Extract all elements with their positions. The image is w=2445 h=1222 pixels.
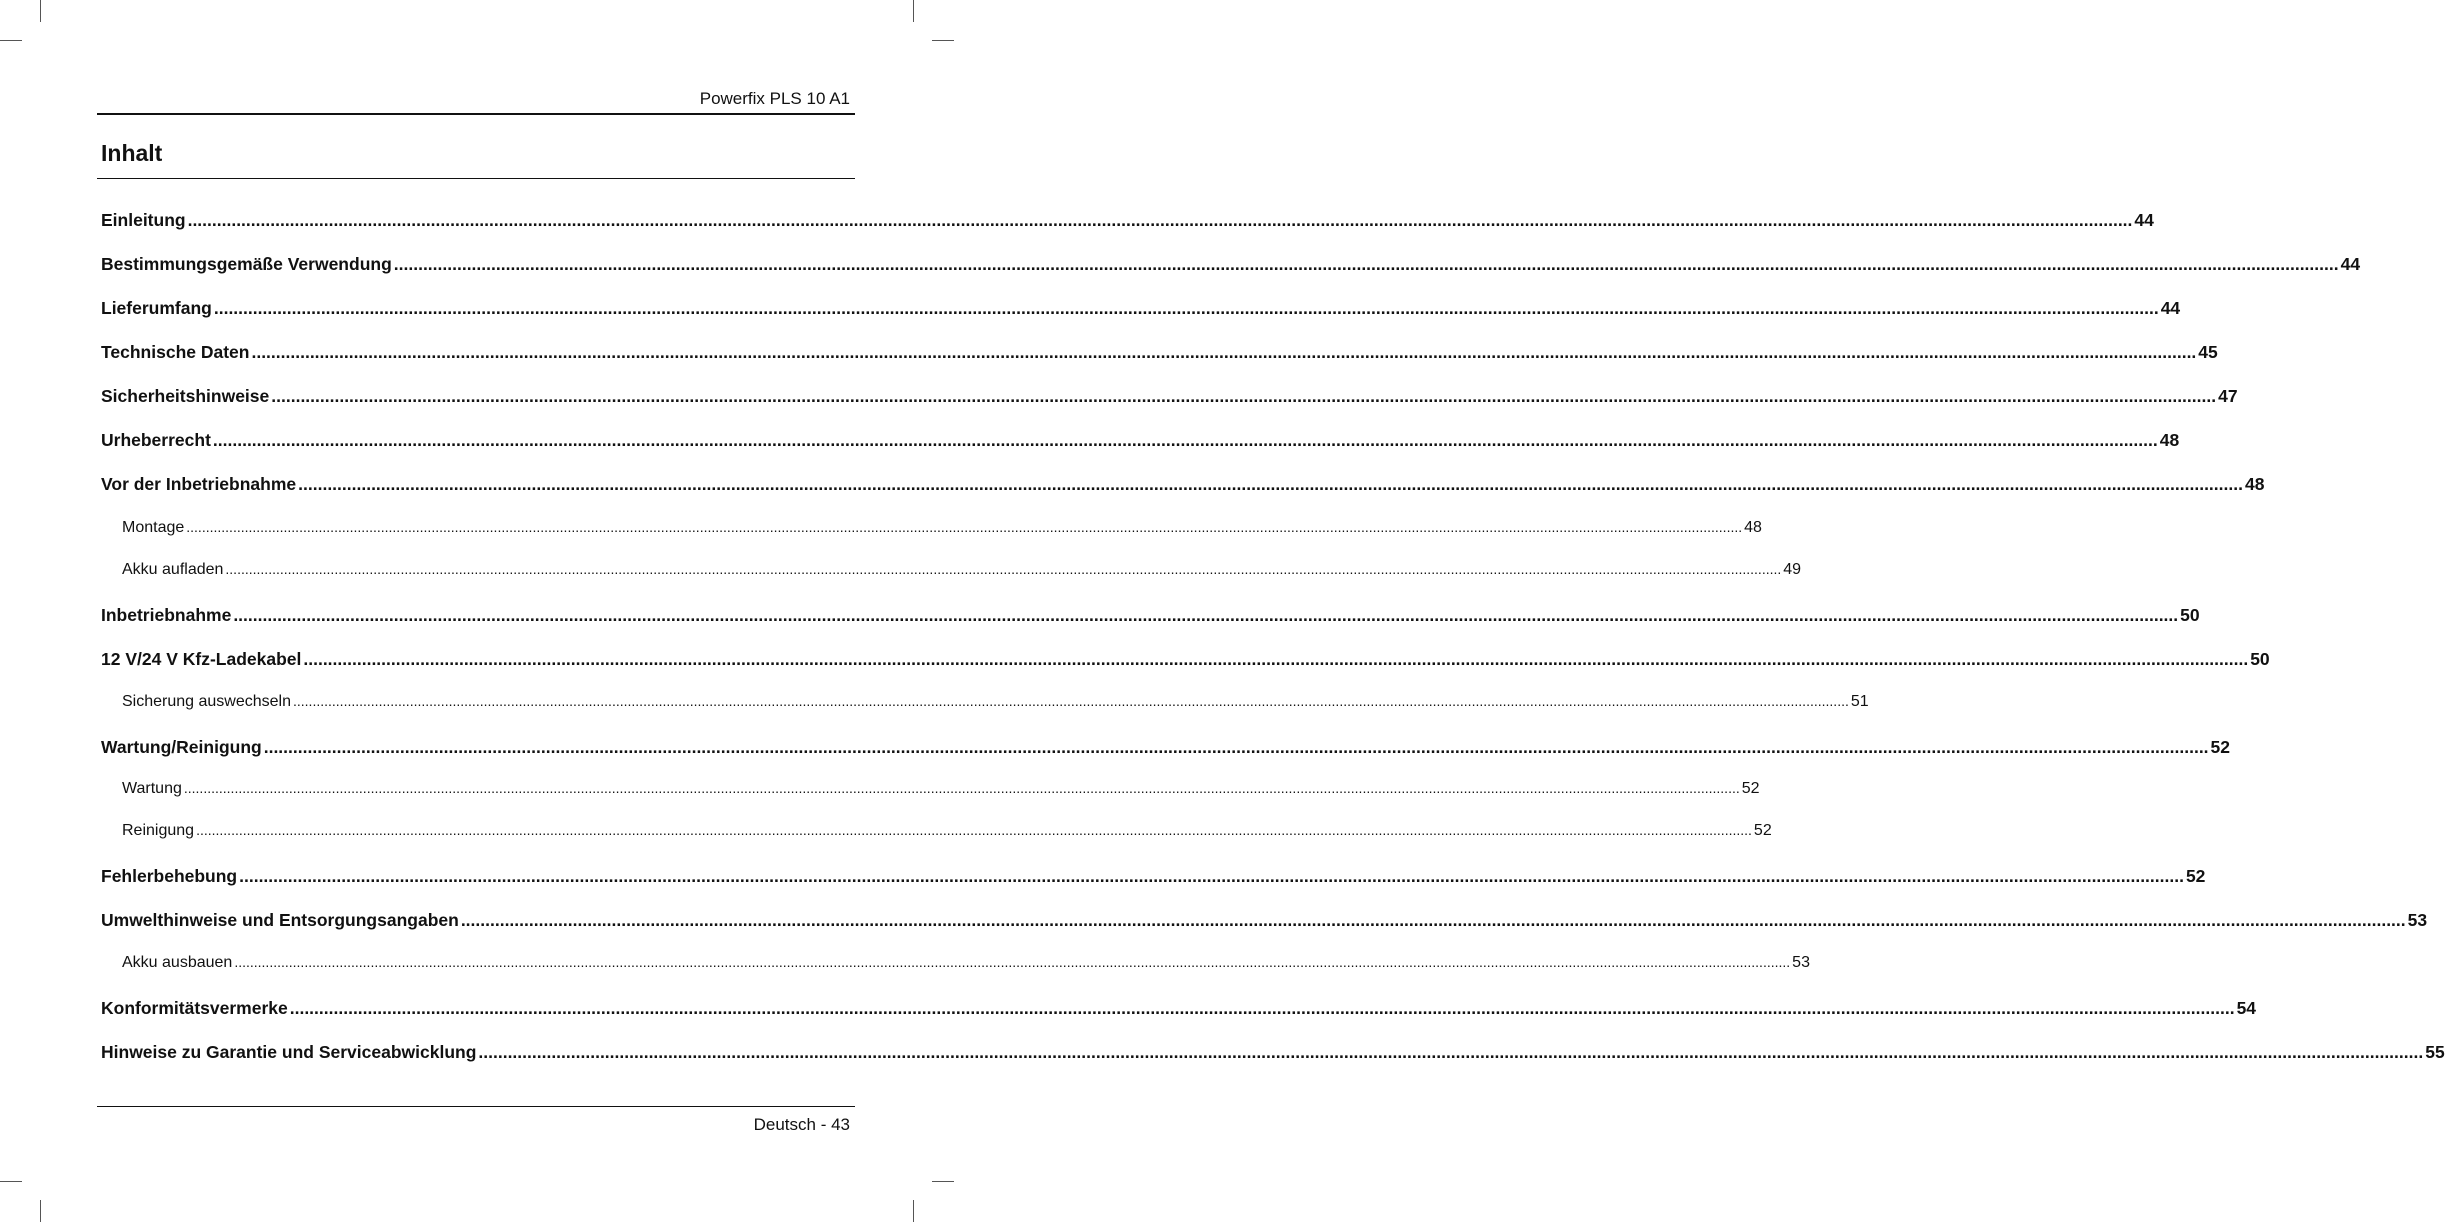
crop-mark: [913, 0, 914, 22]
toc-entry-label: Fehlerbehebung: [101, 866, 238, 886]
toc-entry-page: 48: [1744, 519, 1762, 536]
toc-entry[interactable]: [101, 430, 2180, 454]
toc-entry-label: Lieferumfang: [101, 298, 212, 318]
toc-entry-page: 53: [1792, 954, 1810, 971]
toc-entry[interactable]: [101, 605, 2200, 629]
toc-subentry[interactable]: [122, 954, 1810, 978]
crop-mark: [0, 1181, 22, 1182]
toc-dot-leader: ................................................................................................................................................................................................................................................................................................................................................................................................................: [251, 342, 2197, 362]
title-rule: [97, 178, 855, 179]
toc-entry-page: 44: [2134, 210, 2154, 230]
toc-entry-page: 48: [2244, 474, 2265, 494]
toc-entry-label: Wartung/Reinigung: [101, 737, 262, 757]
toc-entry-label: Hinweise zu Garantie und Serviceabwicklung: [101, 1042, 477, 1062]
toc-entry-page: 48: [2159, 430, 2180, 450]
toc-entry[interactable]: [101, 474, 2265, 498]
crop-mark: [40, 0, 41, 22]
toc-dot-leader: ................................................................................................................................................................................................................................................................................................................................................................................................................: [233, 605, 2179, 625]
toc-entry-page: 45: [2198, 342, 2218, 362]
toc-subentry[interactable]: [122, 822, 1772, 846]
toc-entry-label: Einleitung: [101, 210, 186, 230]
toc-entry-label: 12 V/24 V Kfz-Ladekabel: [101, 649, 302, 669]
toc-dot-leader: ................................................................................................................................................................................................................................................................................................................................................................................................................: [303, 649, 2249, 669]
toc-entry[interactable]: [101, 866, 2206, 890]
toc-entry[interactable]: [101, 386, 2238, 410]
header-product-name: Powerfix PLS 10 A1: [699, 89, 850, 108]
toc-entry-label: Akku aufladen: [122, 561, 224, 578]
crop-mark: [932, 40, 954, 41]
toc-dot-leader: ................................................................................................................................................................................................................................................................................................................................................................................................................: [263, 737, 2209, 757]
toc-subentry[interactable]: [122, 693, 1869, 717]
page-title: Inhalt: [101, 140, 163, 166]
toc-entry[interactable]: [101, 298, 2181, 322]
toc-dot-leader: ................................................................................................................................................................................................................................................................................................................................................................................................................: [212, 430, 2158, 450]
toc-dot-leader: ................................................................................................................................................................................................................................................................................................................................................................................................................: [478, 1042, 2424, 1062]
crop-mark: [913, 1200, 914, 1222]
toc-entry-label: Vor der Inbetriebnahme: [101, 474, 297, 494]
toc-entry-page: 52: [1753, 822, 1772, 839]
toc-entry[interactable]: [101, 737, 2231, 761]
toc-entry-label: Sicherheitshinweise: [101, 386, 270, 406]
toc-entry[interactable]: [101, 998, 2257, 1022]
toc-entry-page: 49: [1783, 561, 1802, 578]
toc-subentry[interactable]: [122, 780, 1760, 804]
toc-entry[interactable]: [101, 1042, 2445, 1066]
toc-entry-page: 52: [2185, 866, 2206, 886]
crop-mark: [40, 1200, 41, 1222]
toc-dot-leader: ................................................................................................................................................................................................................................................................................................................................................................................................................: [239, 866, 2184, 886]
toc-entry-label: Umwelthinweise und Entsorgungsangaben: [101, 910, 459, 930]
toc-entry-page: 52: [1741, 780, 1760, 797]
toc-dot-leader: ................................................................................................................................................................................................................................................................................................................................................................................................................: [234, 954, 1791, 970]
toc-entry-page: 53: [2407, 910, 2428, 930]
toc-entry-page: 47: [2218, 386, 2238, 406]
toc-dot-leader: ................................................................................................................................................................................................................................................................................................................................................................................................................: [187, 210, 2133, 230]
toc-entry-page: 50: [2180, 605, 2200, 625]
footer-rule: [97, 1106, 855, 1107]
toc-entry-label: Wartung: [122, 780, 182, 797]
toc-subentry[interactable]: [122, 519, 1762, 543]
header-rule: [97, 113, 855, 115]
toc-entry-page: 52: [2210, 737, 2231, 757]
toc-entry-label: Montage: [122, 519, 185, 536]
toc-entry-label: Inbetriebnahme: [101, 605, 232, 625]
toc-entry-label: Bestimmungsgemäße Verwendung: [101, 254, 392, 274]
toc-dot-leader: ................................................................................................................................................................................................................................................................................................................................................................................................................: [298, 474, 2243, 494]
toc-entry[interactable]: [101, 254, 2361, 278]
toc-dot-leader: ................................................................................................................................................................................................................................................................................................................................................................................................................: [183, 780, 1740, 796]
toc-entry-page: 50: [2250, 649, 2270, 669]
toc-dot-leader: ................................................................................................................................................................................................................................................................................................................................................................................................................: [460, 910, 2406, 930]
toc-entry-label: Technische Daten: [101, 342, 250, 362]
crop-mark: [0, 40, 22, 41]
toc-entry-page: 44: [2160, 298, 2181, 318]
toc-dot-leader: ................................................................................................................................................................................................................................................................................................................................................................................................................: [196, 822, 1752, 838]
toc-entry[interactable]: [101, 910, 2428, 934]
toc-subentry[interactable]: [122, 561, 1802, 585]
toc-dot-leader: ................................................................................................................................................................................................................................................................................................................................................................................................................: [271, 386, 2217, 406]
toc-entry-label: Urheberrecht: [101, 430, 211, 450]
toc-entry-label: Konformitätsvermerke: [101, 998, 288, 1018]
toc-entry[interactable]: [101, 649, 2270, 673]
toc-entry-label: Reinigung: [122, 822, 195, 839]
toc-entry[interactable]: [101, 210, 2154, 234]
toc-entry-page: 54: [2236, 998, 2257, 1018]
toc-dot-leader: ................................................................................................................................................................................................................................................................................................................................................................................................................: [289, 998, 2235, 1018]
footer-page-number: Deutsch - 43: [753, 1115, 850, 1134]
toc-dot-leader: ................................................................................................................................................................................................................................................................................................................................................................................................................: [293, 693, 1849, 709]
toc-dot-leader: ................................................................................................................................................................................................................................................................................................................................................................................................................: [225, 561, 1782, 577]
crop-mark: [932, 1181, 954, 1182]
toc-entry-page: 51: [1850, 693, 1869, 710]
toc-entry[interactable]: [101, 342, 2218, 366]
toc-entry-label: Sicherung auswechseln: [122, 693, 291, 710]
toc-dot-leader: ................................................................................................................................................................................................................................................................................................................................................................................................................: [213, 298, 2159, 318]
toc-entry-label: Akku ausbauen: [122, 954, 233, 971]
toc-entry-page: 44: [2340, 254, 2361, 274]
toc-dot-leader: ................................................................................................................................................................................................................................................................................................................................................................................................................: [393, 254, 2339, 274]
toc-dot-leader: ................................................................................................................................................................................................................................................................................................................................................................................................................: [186, 519, 1743, 535]
toc-entry-page: 55: [2425, 1042, 2445, 1062]
